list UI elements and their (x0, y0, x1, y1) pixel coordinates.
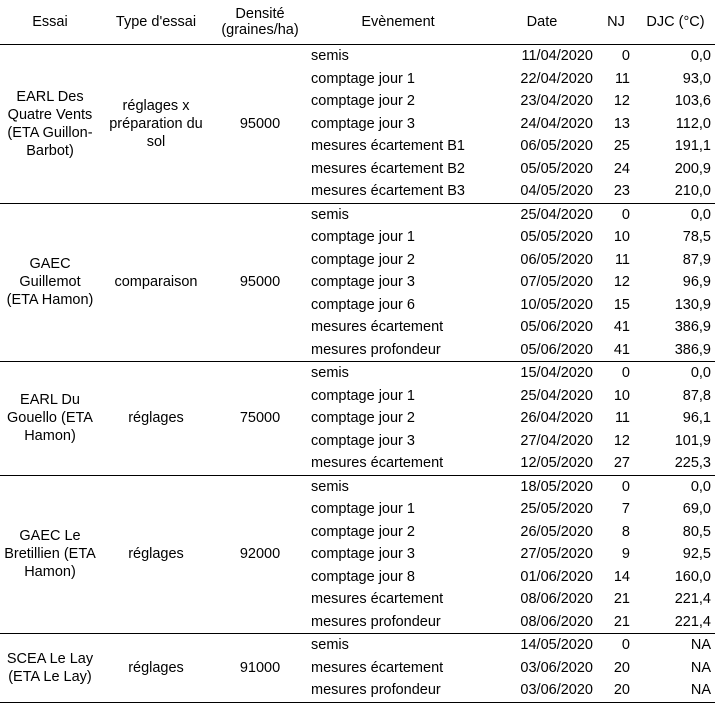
cell-event: comptage jour 2 (311, 93, 415, 110)
cell-nj: 21 (596, 611, 636, 634)
cell-date: 27/05/2020 (520, 546, 593, 563)
cell-event: comptage jour 3 (311, 115, 415, 132)
cell-nj: 21 (613, 591, 630, 608)
cell-djc: 210,0 (636, 180, 715, 203)
group-densite: 95000 (212, 203, 308, 362)
cell-nj: 11 (614, 251, 630, 268)
cell-event: mesures écartement (311, 591, 444, 608)
cell-nj: 14 (613, 568, 630, 585)
cell-date: 25/04/2020 (520, 387, 593, 404)
cell-nj: 8 (621, 523, 630, 540)
cell-event: mesures profondeur (308, 611, 488, 634)
cell-event: mesures écartement B2 (311, 160, 465, 177)
cell-event: comptage jour 3 (311, 432, 415, 449)
cell-date: 06/05/2020 (520, 251, 593, 268)
cell-date: 03/06/2020 (520, 659, 593, 676)
cell-date: 11/04/2020 (521, 48, 593, 65)
cell-nj: 9 (621, 546, 630, 563)
cell-nj: 10 (613, 229, 630, 246)
cell-djc: NA (690, 659, 711, 676)
cell-nj: 12 (613, 432, 630, 449)
header-djc: DJC (°C) (636, 0, 715, 45)
cell-djc: 80,5 (682, 523, 711, 540)
cell-djc: 96,9 (682, 274, 711, 291)
cell-djc: 0,0 (690, 48, 711, 65)
header-type: Type d'essai (100, 0, 212, 45)
cell-djc: 87,9 (682, 251, 711, 268)
cell-event: mesures profondeur (308, 679, 488, 702)
cell-nj: 12 (613, 274, 630, 291)
cell-djc: 221,4 (674, 591, 711, 608)
cell-nj: 25 (613, 138, 630, 155)
cell-event: mesures écartement B1 (311, 138, 465, 155)
table-body (0, 45, 715, 703)
cell-nj: 15 (613, 296, 630, 313)
cell-event: mesures écartement B3 (308, 180, 488, 203)
cell-nj: 24 (613, 160, 630, 177)
cell-event: comptage jour 2 (311, 523, 415, 540)
table-header (0, 0, 715, 45)
group-type: réglages (100, 634, 212, 703)
cell-date: 07/05/2020 (520, 274, 593, 291)
cell-event: mesures écartement (311, 659, 444, 676)
cell-event: semis (311, 365, 349, 382)
group-densite: 92000 (212, 475, 308, 634)
cell-nj: 20 (613, 659, 630, 676)
cell-djc: 225,3 (636, 452, 715, 475)
cell-nj: 12 (613, 93, 630, 110)
cell-event: semis (311, 478, 349, 495)
cell-date: 14/05/2020 (520, 637, 593, 654)
cell-date: 25/05/2020 (520, 501, 593, 518)
cell-djc: 130,9 (674, 296, 711, 313)
group-type: comparaison (100, 203, 212, 362)
cell-date: 03/06/2020 (488, 679, 596, 702)
group-essai: SCEA Le Lay (ETA Le Lay) (0, 634, 100, 703)
cell-djc: 386,9 (636, 339, 715, 362)
header-densite: Densité (graines/ha) (212, 0, 308, 45)
group-essai: EARL Du Gouello (ETA Hamon) (0, 362, 100, 476)
cell-djc: NA (690, 637, 711, 654)
cell-event: mesures écartement (308, 452, 488, 475)
header-nj: NJ (596, 0, 636, 45)
cell-event: comptage jour 6 (311, 296, 415, 313)
cell-djc: 92,5 (682, 546, 711, 563)
cell-djc: 78,5 (682, 229, 711, 246)
cell-djc: 0,0 (690, 478, 711, 495)
cell-date: 05/05/2020 (520, 229, 593, 246)
cell-djc: 200,9 (674, 160, 711, 177)
cell-event: comptage jour 1 (311, 501, 415, 518)
cell-nj: 41 (613, 319, 630, 336)
cell-date: 01/06/2020 (520, 568, 593, 585)
cell-djc: 112,0 (675, 115, 711, 132)
group-type: réglages (100, 362, 212, 476)
cell-event: comptage jour 1 (311, 70, 415, 87)
cell-date: 23/04/2020 (520, 93, 593, 110)
cell-event: semis (311, 48, 349, 65)
group-essai: EARL Des Quatre Vents (ETA Guillon-Barbot) (0, 45, 100, 204)
header-date: Date (488, 0, 596, 45)
cell-djc: 0,0 (690, 206, 711, 223)
cell-date: 26/04/2020 (520, 410, 593, 427)
cell-djc: 69,0 (682, 501, 711, 518)
header-essai: Essai (0, 0, 100, 45)
cell-date: 25/04/2020 (520, 206, 593, 223)
group-type: réglages (100, 475, 212, 634)
cell-date: 05/06/2020 (488, 339, 596, 362)
cell-date: 15/04/2020 (520, 365, 593, 382)
cell-nj: 13 (613, 115, 630, 132)
cell-djc: 87,8 (682, 387, 711, 404)
cell-nj: 0 (621, 365, 630, 382)
cell-djc: 160,0 (674, 568, 711, 585)
cell-date: 08/06/2020 (488, 611, 596, 634)
table-row (0, 45, 715, 68)
cell-djc: 0,0 (690, 365, 711, 382)
group-type: réglages x préparation du sol (100, 45, 212, 204)
table-row (0, 203, 715, 226)
cell-djc: 221,4 (636, 611, 715, 634)
cell-date: 27/04/2020 (520, 432, 593, 449)
cell-djc: 93,0 (682, 70, 711, 87)
cell-date: 06/05/2020 (520, 138, 593, 155)
cell-date: 10/05/2020 (520, 296, 593, 313)
cell-date: 26/05/2020 (520, 523, 593, 540)
cell-event: comptage jour 1 (311, 229, 415, 246)
cell-date: 18/05/2020 (520, 478, 593, 495)
cell-date: 08/06/2020 (520, 591, 593, 608)
group-essai: GAEC Guillemot (ETA Hamon) (0, 203, 100, 362)
cell-nj: 7 (621, 501, 630, 518)
cell-djc: 103,6 (674, 93, 711, 110)
cell-event: comptage jour 1 (311, 387, 415, 404)
cell-event: mesures profondeur (308, 339, 488, 362)
cell-nj: 11 (614, 70, 630, 87)
group-densite: 75000 (212, 362, 308, 476)
cell-nj: 0 (621, 48, 630, 65)
cell-date: 12/05/2020 (488, 452, 596, 475)
table-row (0, 634, 715, 657)
cell-nj: 23 (596, 180, 636, 203)
cell-nj: 20 (596, 679, 636, 702)
cell-djc: 386,9 (674, 319, 711, 336)
header-evenement: Evènement (308, 0, 488, 45)
group-essai: GAEC Le Bretillien (ETA Hamon) (0, 475, 100, 634)
cell-nj: 27 (596, 452, 636, 475)
cell-event: comptage jour 8 (311, 568, 415, 585)
cell-nj: 10 (613, 387, 630, 404)
cell-date: 05/06/2020 (520, 319, 593, 336)
cell-date: 05/05/2020 (520, 160, 593, 177)
cell-event: comptage jour 3 (311, 546, 415, 563)
cell-event: mesures écartement (311, 319, 444, 336)
cell-date: 24/04/2020 (520, 115, 593, 132)
cell-djc: 101,9 (674, 432, 711, 449)
cell-date: 04/05/2020 (488, 180, 596, 203)
cell-nj: 0 (621, 637, 630, 654)
cell-event: comptage jour 3 (311, 274, 415, 291)
cell-djc: 191,1 (674, 138, 711, 155)
header-row (0, 0, 715, 45)
table-row (0, 362, 715, 385)
cell-event: semis (311, 206, 349, 223)
group-densite: 95000 (212, 45, 308, 204)
cell-event: comptage jour 2 (311, 410, 415, 427)
group-densite: 91000 (212, 634, 308, 703)
cell-djc: NA (636, 679, 715, 702)
table-row (0, 475, 715, 498)
cell-djc: 96,1 (682, 410, 711, 427)
cell-nj: 0 (621, 478, 630, 495)
cell-nj: 41 (596, 339, 636, 362)
cell-nj: 0 (621, 206, 630, 223)
cell-date: 22/04/2020 (520, 70, 593, 87)
cell-event: semis (311, 637, 349, 654)
cell-nj: 11 (614, 410, 630, 427)
cell-event: comptage jour 2 (311, 251, 415, 268)
